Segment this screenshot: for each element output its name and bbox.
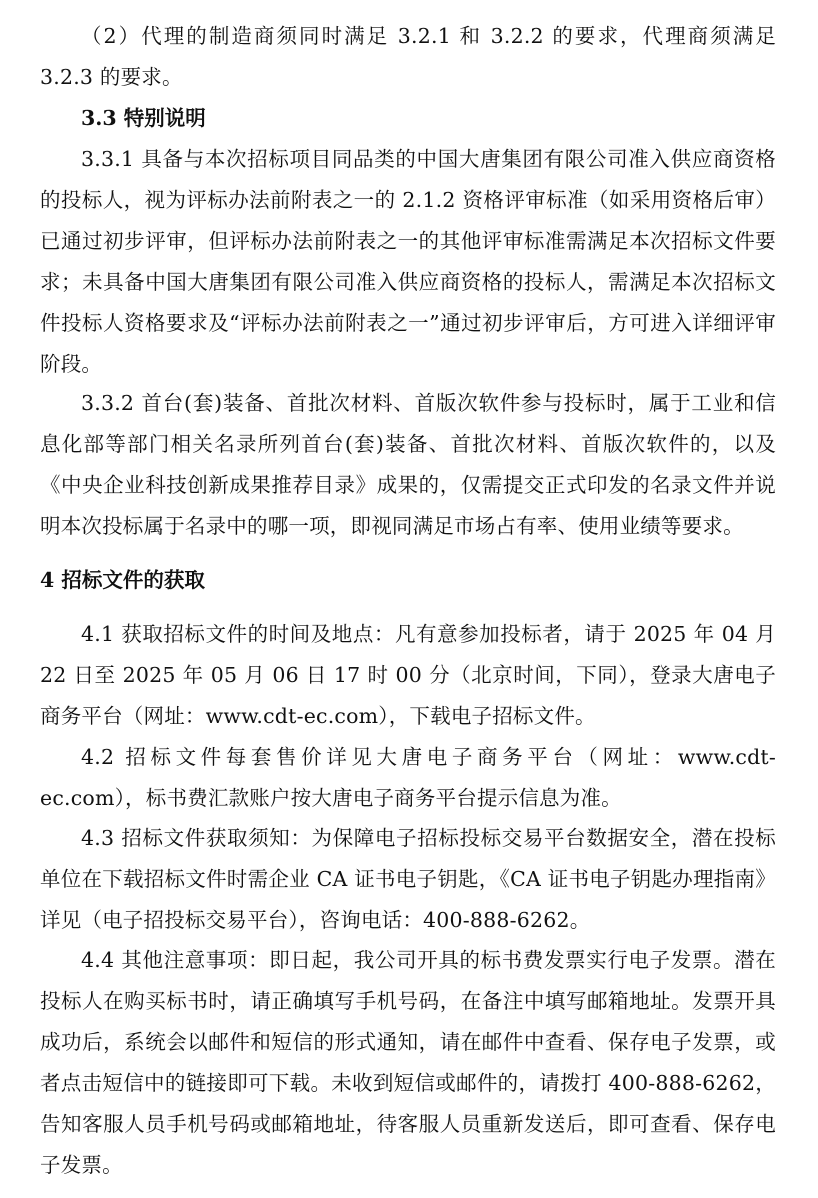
paragraph-agent-requirements: （2）代理的制造商须同时满足 3.2.1 和 3.2.2 的要求，代理商须满足 3.2.3 的要求。	[40, 24, 776, 89]
paragraph-3-3-1: 3.3.1 具备与本次招标项目同品类的中国大唐集团有限公司准入供应商资格的投标人，视为评标办法前附表之一的 2.1.2 资格评审标准（如采用资格后审）已通过初步评审，但评标办法前附表之一的其他评审标准需满足本次招标文件要求；未具备中国大唐集团有限公司准入供应商资格的投标人，需满足本次招标文件投标人资格要求及“评标办法前附表之一”通过初步评审后，方可进入详细评审阶段。	[40, 147, 776, 376]
paragraph-4-4: 4.4 其他注意事项：即日起，我公司开具的标书费发票实行电子发票。潜在投标人在购买标书时，请正确填写手机号码，在备注中填写邮箱地址。发票开具成功后，系统会以邮件和短信的形式通知，请在邮件中查看、保存电子发票，或者点击短信中的链接即可下载。未收到短信或邮件的，请拨打 400-888-6262，告知客服人员手机号码或邮箱地址，待客服人员重新发送后，即可查看、保存电子发票。	[40, 948, 776, 1177]
heading-4-obtain-tender-documents: 4 招标文件的获取	[40, 568, 205, 592]
heading-3-3-special-notes: 3.3 特别说明	[81, 106, 206, 130]
paragraph-4-3: 4.3 招标文件获取须知：为保障电子招标投标交易平台数据安全，潜在投标单位在下载招标文件时需企业 CA 证书电子钥匙，《CA 证书电子钥匙办理指南》详见（电子招投标交易平台），咨询电话：400-888-6262。	[40, 826, 776, 932]
paragraph-4-2: 4.2 招标文件每套售价详见大唐电子商务平台（网址：www.cdt-ec.com），标书费汇款账户按大唐电子商务平台提示信息为准。	[40, 745, 776, 810]
paragraph-3-3-2: 3.3.2 首台(套)装备、首批次材料、首版次软件参与投标时，属于工业和信息化部等部门相关名录所列首台(套)装备、首批次材料、首版次软件的，以及《中央企业科技创新成果推荐目录》成果的，仅需提交正式印发的名录文件并说明本次投标属于名录中的哪一项，即视同满足市场占有率、使用业绩等要求。	[40, 391, 776, 538]
paragraph-4-1: 4.1 获取招标文件的时间及地点：凡有意参加投标者，请于 2025 年 04 月 22 日至 2025 年 05 月 06 日 17 时 00 分（北京时间，下同），登录大唐电子商务平台（网址：www.cdt-ec.com），下载电子招标文件。	[40, 622, 776, 728]
